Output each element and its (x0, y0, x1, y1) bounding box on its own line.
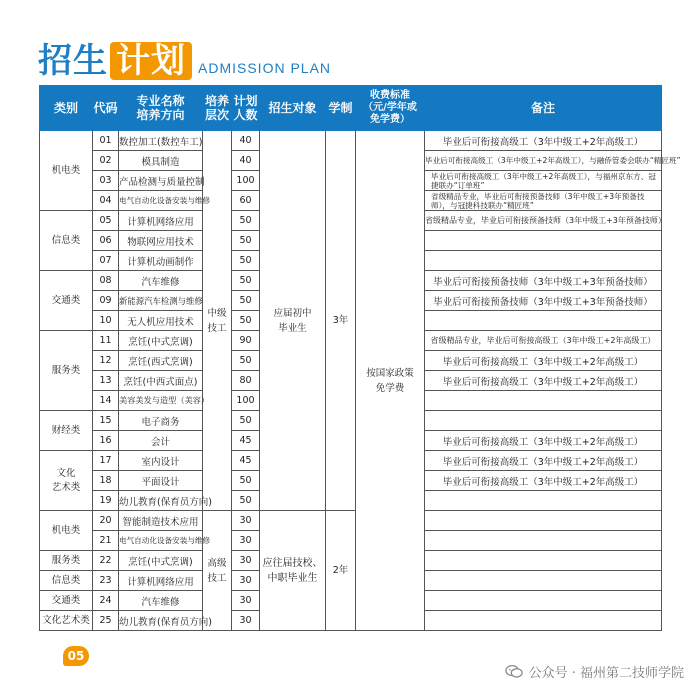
count-cell: 50 (232, 231, 260, 251)
note-cell: 毕业后可衔接高级工（3年中级工+2年高级工），与融侨管委会联办“精匠班” (425, 151, 662, 171)
note-cell (425, 611, 662, 631)
watermark (505, 662, 684, 681)
category-cell: 交通类 (40, 591, 93, 611)
code-cell: 14 (93, 391, 119, 411)
category-cell: 财经类 (40, 411, 93, 451)
page-number: 05 (63, 646, 89, 666)
category-cell: 信息类 (40, 571, 93, 591)
major-cell: 室内设计 (119, 451, 203, 471)
note-cell: 毕业后可衔接预备技师（3年中级工+3年预备技师） (425, 271, 662, 291)
code-cell: 08 (93, 271, 119, 291)
count-cell: 40 (232, 131, 260, 151)
count-cell: 100 (232, 171, 260, 191)
header-fee: 收费标准 （元/学年或 免学费） (356, 86, 425, 131)
code-cell: 07 (93, 251, 119, 271)
note-cell (425, 591, 662, 611)
major-cell: 产品检测与质量控制 (119, 171, 203, 191)
category-cell: 服务类 (40, 331, 93, 411)
note-cell: 毕业后可衔接高级工（3年中级工+2年高级工） (425, 431, 662, 451)
note-cell: 毕业后可衔接高级工（3年中级工+2年高级工） (425, 451, 662, 471)
code-cell: 10 (93, 311, 119, 331)
code-cell: 18 (93, 471, 119, 491)
major-cell: 计算机网络应用 (119, 571, 203, 591)
count-cell: 30 (232, 591, 260, 611)
code-cell: 15 (93, 411, 119, 431)
major-cell: 烹饪(西式烹调) (119, 351, 203, 371)
count-cell: 50 (232, 271, 260, 291)
count-cell: 100 (232, 391, 260, 411)
major-cell: 汽车维修 (119, 591, 203, 611)
note-cell (425, 531, 662, 551)
note-cell (425, 251, 662, 271)
note-cell (425, 551, 662, 571)
note-cell: 毕业后可衔接高级工（3年中级工+2年高级工） (425, 471, 662, 491)
category-cell: 交通类 (40, 271, 93, 331)
code-cell: 02 (93, 151, 119, 171)
admission-plan-table (39, 85, 681, 631)
code-cell: 23 (93, 571, 119, 591)
watermark-text: 公众号 · 福州第二技师学院 (528, 666, 684, 681)
code-cell: 05 (93, 211, 119, 231)
wechat-icon (505, 664, 523, 679)
header-major: 专业名称 培养方向 (119, 86, 203, 131)
code-cell: 09 (93, 291, 119, 311)
major-cell: 电气自动化设备安装与维修 (119, 531, 203, 551)
major-cell: 烹饪(中西式面点) (119, 371, 203, 391)
major-cell: 无人机应用技术 (119, 311, 203, 331)
note-cell (425, 491, 662, 511)
code-cell: 11 (93, 331, 119, 351)
table-row (40, 131, 662, 151)
count-cell: 30 (232, 611, 260, 631)
code-cell: 22 (93, 551, 119, 571)
count-cell: 50 (232, 351, 260, 371)
major-cell: 计算机动画制作 (119, 251, 203, 271)
major-cell: 电子商务 (119, 411, 203, 431)
code-cell: 06 (93, 231, 119, 251)
note-cell: 省级精品专业，毕业后可衔接高级工（3年中级工+2年高级工） (425, 331, 662, 351)
category-cell: 文化 艺术类 (40, 451, 93, 511)
count-cell: 45 (232, 431, 260, 451)
count-cell: 40 (232, 151, 260, 171)
count-cell: 50 (232, 291, 260, 311)
years-cell-mid: 3年 (326, 131, 356, 511)
header-row (40, 86, 662, 131)
title-part1: 招生 (38, 41, 108, 81)
code-cell: 17 (93, 451, 119, 471)
note-cell (425, 511, 662, 531)
code-cell: 20 (93, 511, 119, 531)
count-cell: 30 (232, 511, 260, 531)
major-cell: 新能源汽车检测与维修 (119, 291, 203, 311)
level-cell-high: 高级 技工 (203, 511, 232, 631)
code-cell: 19 (93, 491, 119, 511)
header-years: 学制 (326, 86, 356, 131)
note-cell: 省级精品专业，毕业后可衔接预备技师（3年中级工+3年预备技师），与冠捷科技联办“精匠班” (425, 191, 662, 211)
note-cell: 毕业后可衔接高级工（3年中级工+2年高级工），与福州京东方、冠捷联办“订单班” (425, 171, 662, 191)
level-cell-mid: 中级 技工 (203, 131, 232, 511)
note-cell (425, 411, 662, 431)
header-note: 备注 (425, 86, 662, 131)
note-cell: 毕业后可衔接高级工（3年中级工+2年高级工） (425, 351, 662, 371)
count-cell: 30 (232, 531, 260, 551)
title-part2: 计划 (110, 42, 192, 80)
header-count: 计划 人数 (232, 86, 260, 131)
note-cell (425, 311, 662, 331)
major-cell: 物联网应用技术 (119, 231, 203, 251)
count-cell: 90 (232, 331, 260, 351)
target-cell-mid: 应届初中 毕业生 (260, 131, 326, 511)
note-cell: 毕业后可衔接预备技师（3年中级工+3年预备技师） (425, 291, 662, 311)
fee-cell: 按国家政策 免学费 (356, 131, 425, 631)
major-cell: 智能制造技术应用 (119, 511, 203, 531)
note-cell: 省级精品专业，毕业后可衔接预备技师（3年中级工+3年预备技师） (425, 211, 662, 231)
code-cell: 21 (93, 531, 119, 551)
category-cell: 机电类 (40, 511, 93, 551)
count-cell: 50 (232, 311, 260, 331)
years-cell-high: 2年 (326, 511, 356, 631)
count-cell: 50 (232, 211, 260, 231)
category-cell: 机电类 (40, 131, 93, 211)
page-title (38, 40, 331, 80)
major-cell: 烹饪(中式烹调) (119, 331, 203, 351)
major-cell: 幼儿教育(保育员方向) (119, 491, 203, 511)
note-cell (425, 391, 662, 411)
major-cell: 烹饪(中式烹调) (119, 551, 203, 571)
count-cell: 45 (232, 451, 260, 471)
count-cell: 60 (232, 191, 260, 211)
table-row (40, 511, 662, 531)
major-cell: 美容美发与造型（美容） (119, 391, 203, 411)
major-cell: 电气自动化设备安装与维修 (119, 191, 203, 211)
category-cell: 服务类 (40, 551, 93, 571)
note-cell (425, 571, 662, 591)
header-category: 类别 (40, 86, 93, 131)
count-cell: 50 (232, 471, 260, 491)
count-cell: 50 (232, 251, 260, 271)
code-cell: 01 (93, 131, 119, 151)
major-cell: 平面设计 (119, 471, 203, 491)
code-cell: 25 (93, 611, 119, 631)
count-cell: 50 (232, 491, 260, 511)
title-en: ADMISSION PLAN (198, 60, 332, 76)
major-cell: 汽车维修 (119, 271, 203, 291)
code-cell: 13 (93, 371, 119, 391)
code-cell: 24 (93, 591, 119, 611)
note-cell: 毕业后可衔接高级工（3年中级工+2年高级工） (425, 131, 662, 151)
major-cell: 计算机网络应用 (119, 211, 203, 231)
code-cell: 12 (93, 351, 119, 371)
count-cell: 30 (232, 571, 260, 591)
code-cell: 03 (93, 171, 119, 191)
code-cell: 16 (93, 431, 119, 451)
code-cell: 04 (93, 191, 119, 211)
category-cell: 文化艺术类 (40, 611, 93, 631)
major-cell: 模具制造 (119, 151, 203, 171)
header-code: 代码 (93, 86, 119, 131)
header-level: 培养 层次 (203, 86, 232, 131)
major-cell: 会计 (119, 431, 203, 451)
target-cell-high: 应往届技校、 中职毕业生 (260, 511, 326, 631)
note-cell: 毕业后可衔接高级工（3年中级工+2年高级工） (425, 371, 662, 391)
major-cell: 幼儿教育(保育员方向) (119, 611, 203, 631)
note-cell (425, 231, 662, 251)
major-cell: 数控加工(数控车工) (119, 131, 203, 151)
count-cell: 80 (232, 371, 260, 391)
count-cell: 30 (232, 551, 260, 571)
category-cell: 信息类 (40, 211, 93, 271)
count-cell: 50 (232, 411, 260, 431)
header-target: 招生对象 (260, 86, 326, 131)
